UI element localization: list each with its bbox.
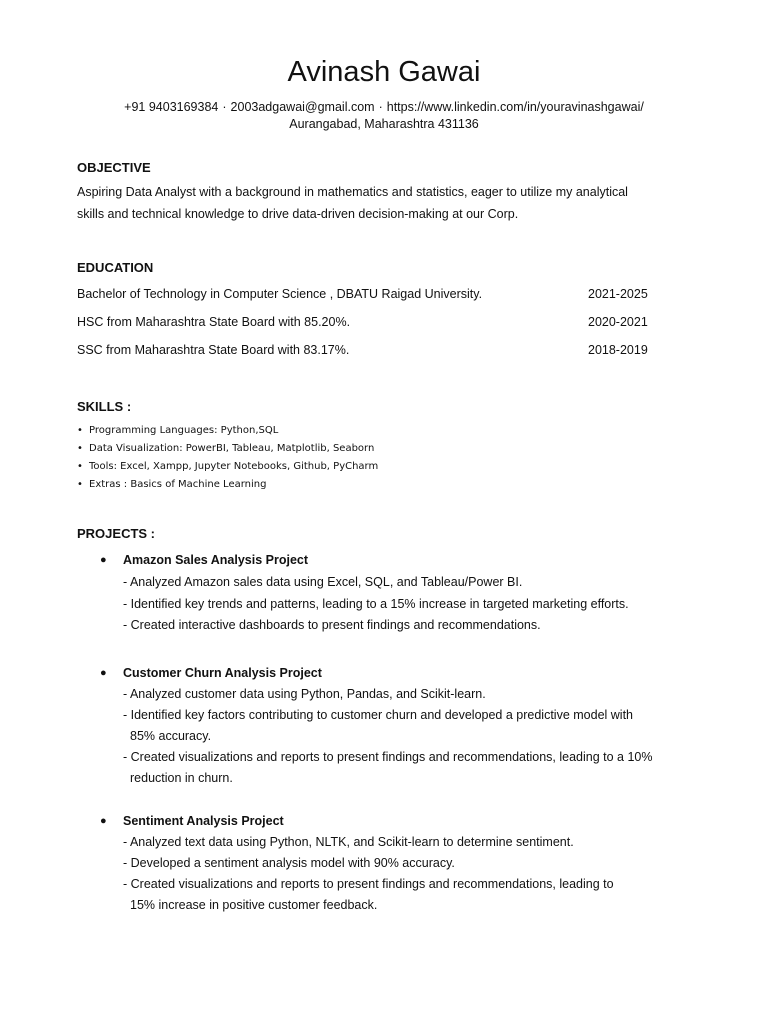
project-title: Sentiment Analysis Project: [123, 814, 284, 828]
project-bullet: ●: [100, 667, 107, 679]
skills-heading: SKILLS :: [77, 399, 132, 414]
project-title: Customer Churn Analysis Project: [123, 666, 322, 680]
contact-block: [0, 99, 768, 133]
project-detail-line: - Identified key factors contributing to customer churn and developed a predictive model with: [123, 708, 633, 722]
linkedin-link[interactable]: https://www.linkedin.com/in/youravinashgawai/: [386, 100, 644, 114]
education-years: 2018-2019: [588, 343, 648, 357]
skills-list: [77, 422, 378, 494]
objective-text: [77, 182, 697, 225]
candidate-name: Avinash Gawai: [287, 56, 481, 88]
objective-heading: OBJECTIVE: [77, 160, 151, 175]
address-line: Aurangabad, Maharashtra 431136: [289, 117, 479, 131]
skill-item: • Data Visualization: PowerBI, Tableau, Matplotlib, Seaborn: [77, 440, 378, 458]
project-detail-line: - Developed a sentiment analysis model with 90% accuracy.: [123, 856, 455, 870]
project-detail-line: - Created visualizations and reports to present findings and recommendations, leading to: [123, 877, 614, 891]
separator: ·: [378, 100, 383, 114]
project-detail-line: - Analyzed Amazon sales data using Excel, SQL, and Tableau/Power BI.: [123, 575, 523, 589]
skill-item: • Programming Languages: Python,SQL: [77, 422, 378, 440]
separator: ·: [222, 100, 227, 114]
project-detail-line: - Identified key trends and patterns, leading to a 15% increase in targeted marketing efforts.: [123, 597, 629, 611]
project-bullet: ●: [100, 815, 107, 827]
project-detail-line: 15% increase in positive customer feedback.: [130, 898, 378, 912]
education-degree: SSC from Maharashtra State Board with 83.17%.: [77, 343, 350, 357]
project-detail-line: - Analyzed customer data using Python, Pandas, and Scikit-learn.: [123, 687, 486, 701]
objective-line: Aspiring Data Analyst with a background in mathematics and statistics, eager to utilize my analytical: [77, 185, 628, 199]
project-detail-line: - Created interactive dashboards to present findings and recommendations.: [123, 618, 541, 632]
skill-item: • Extras : Basics of Machine Learning: [77, 476, 378, 494]
objective-line: skills and technical knowledge to drive data-driven decision-making at our Corp.: [77, 206, 519, 221]
skill-item: • Tools: Excel, Xampp, Jupyter Notebooks, Github, PyCharm: [77, 458, 378, 476]
projects-heading: PROJECTS :: [77, 526, 156, 541]
phone-number: +91 9403169384: [124, 100, 219, 114]
project-detail-line: - Created visualizations and reports to present findings and recommendations, leading to a 10%: [123, 750, 653, 764]
education-years: 2021-2025: [588, 287, 648, 301]
project-detail-line: - Analyzed text data using Python, NLTK, and Scikit-learn to determine sentiment.: [123, 835, 574, 849]
contact-line: [0, 99, 768, 116]
project-bullet: ●: [100, 554, 107, 566]
project-title: Amazon Sales Analysis Project: [123, 553, 309, 567]
education-degree: Bachelor of Technology in Computer Science , DBATU Raigad University.: [77, 287, 483, 301]
education-degree: HSC from Maharashtra State Board with 85.20%.: [77, 315, 351, 329]
education-years: 2020-2021: [588, 315, 648, 329]
project-detail-line: 85% accuracy.: [130, 729, 212, 743]
education-heading: EDUCATION: [77, 260, 154, 275]
email-link[interactable]: 2003adgawai@gmail.com: [230, 100, 375, 114]
project-detail-line: reduction in churn.: [130, 771, 233, 785]
